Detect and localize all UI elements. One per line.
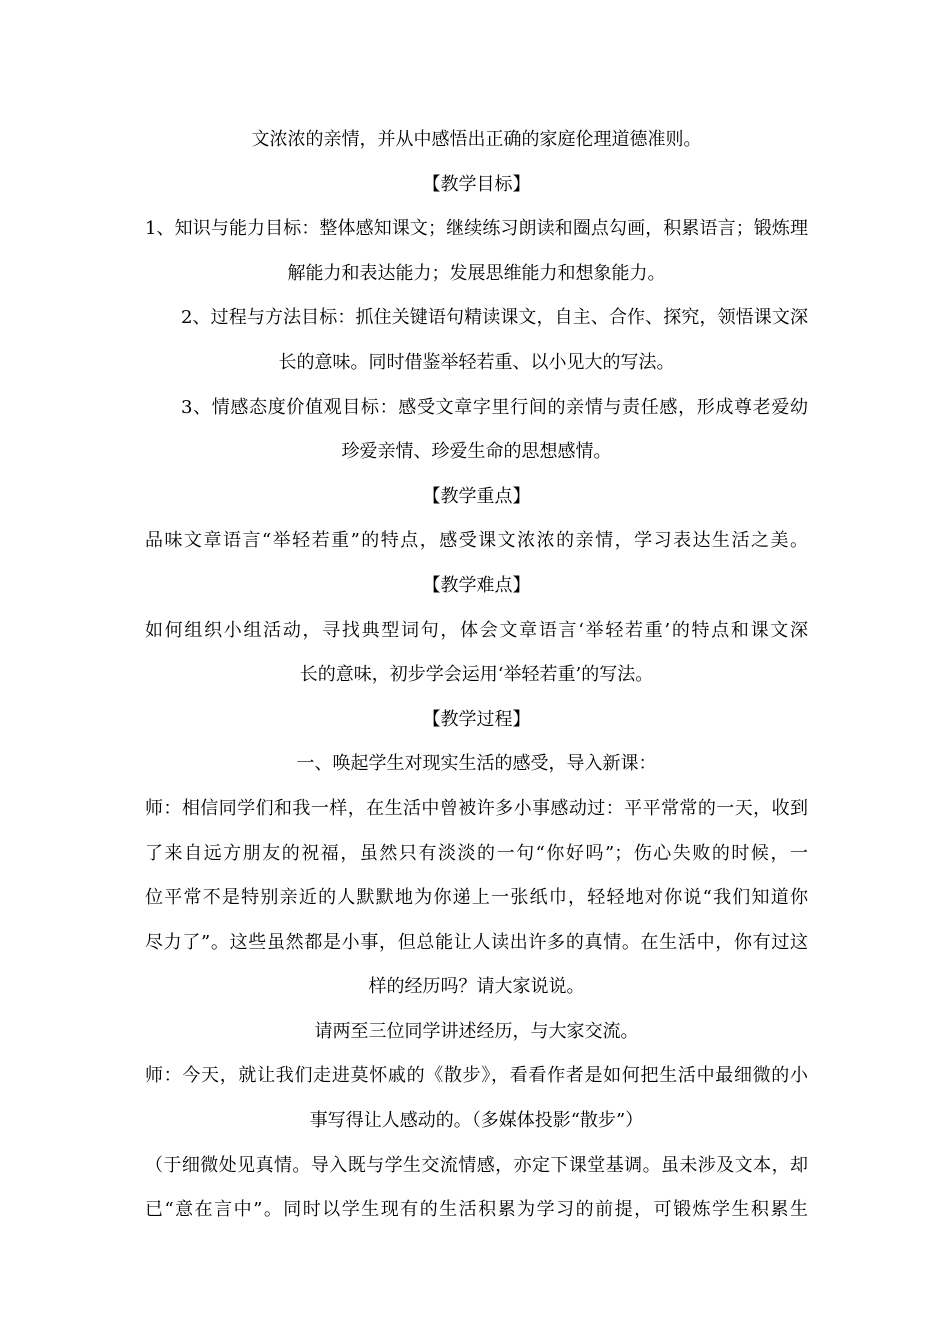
text-line: 2、过程与方法目标：抓住关键语句精读课文，自主、合作、探究，领悟课文深 (181, 307, 808, 329)
text-line: （于细微处见真情。导入既与学生交流情感，亦定下课堂基调。虽未涉及文本，却 (145, 1154, 808, 1176)
section-heading-key-points: 【教学重点】 (422, 485, 531, 507)
text-line: 已“意在言中”。同时以学生现有的生活积累为学习的前提，可锻炼学生积累生 (145, 1199, 808, 1221)
text-line: 师：今天，就让我们走进莫怀戚的《散步》，看看作者是如何把生活中最细微的小 (145, 1065, 808, 1087)
section-heading-difficulties: 【教学难点】 (422, 574, 531, 596)
text-line: 长的意味。同时借鉴举轻若重、以小见大的写法。 (278, 351, 675, 373)
text-line: 事写得让人感动的。（多媒体投影“散步”） (309, 1110, 644, 1132)
text-line: 品味文章语言“举轻若重”的特点，感受课文浓浓的亲情，学习表达生活之美。 (145, 530, 808, 552)
text-line: 样的经历吗？请大家说说。 (368, 976, 585, 998)
text-line: 长的意味，初步学会运用‘举轻若重’的写法。 (299, 664, 654, 686)
subsection-heading: 一、唤起学生对现实生活的感受，导入新课： (296, 753, 657, 775)
text-line: 文浓浓的亲情，并从中感悟出正确的家庭伦理道德准则。 (251, 129, 702, 150)
text-line: 3、情感态度价值观目标：感受文章字里行间的亲情与责任感，形成尊老爱幼 (181, 396, 808, 418)
text-line: 请两至三位同学讲述经历，与大家交流。 (314, 1020, 639, 1042)
text-line: 位平常不是特别亲近的人默默地为你递上一张纸巾，轻轻地对你说“我们知道你 (145, 887, 808, 909)
text-line: 珍爱亲情、珍爱生命的思想感情。 (341, 441, 612, 463)
text-line: 1、知识与能力目标：整体感知课文；继续练习朗读和圈点勾画，积累语言；锻炼理 (145, 218, 808, 240)
section-heading-objectives: 【教学目标】 (422, 173, 531, 195)
document-page (145, 118, 808, 1233)
text-line: 如何组织小组活动，寻找典型词句，体会文章语言‘举轻若重’的特点和课文深 (145, 619, 808, 641)
section-heading-process: 【教学过程】 (422, 708, 531, 730)
text-line: 解能力和表达能力；发展思维能力和想象能力。 (287, 262, 666, 284)
text-line: 尽力了”。这些虽然都是小事，但总能让人读出许多的真情。在生活中，你有过这 (145, 931, 808, 953)
text-line: 师：相信同学们和我一样，在生活中曾被许多小事感动过：平平常常的一天，收到 (145, 797, 808, 819)
text-line: 了来自远方朋友的祝福，虽然只有淡淡的一句“你好吗”；伤心失败的时候，一 (145, 842, 808, 864)
